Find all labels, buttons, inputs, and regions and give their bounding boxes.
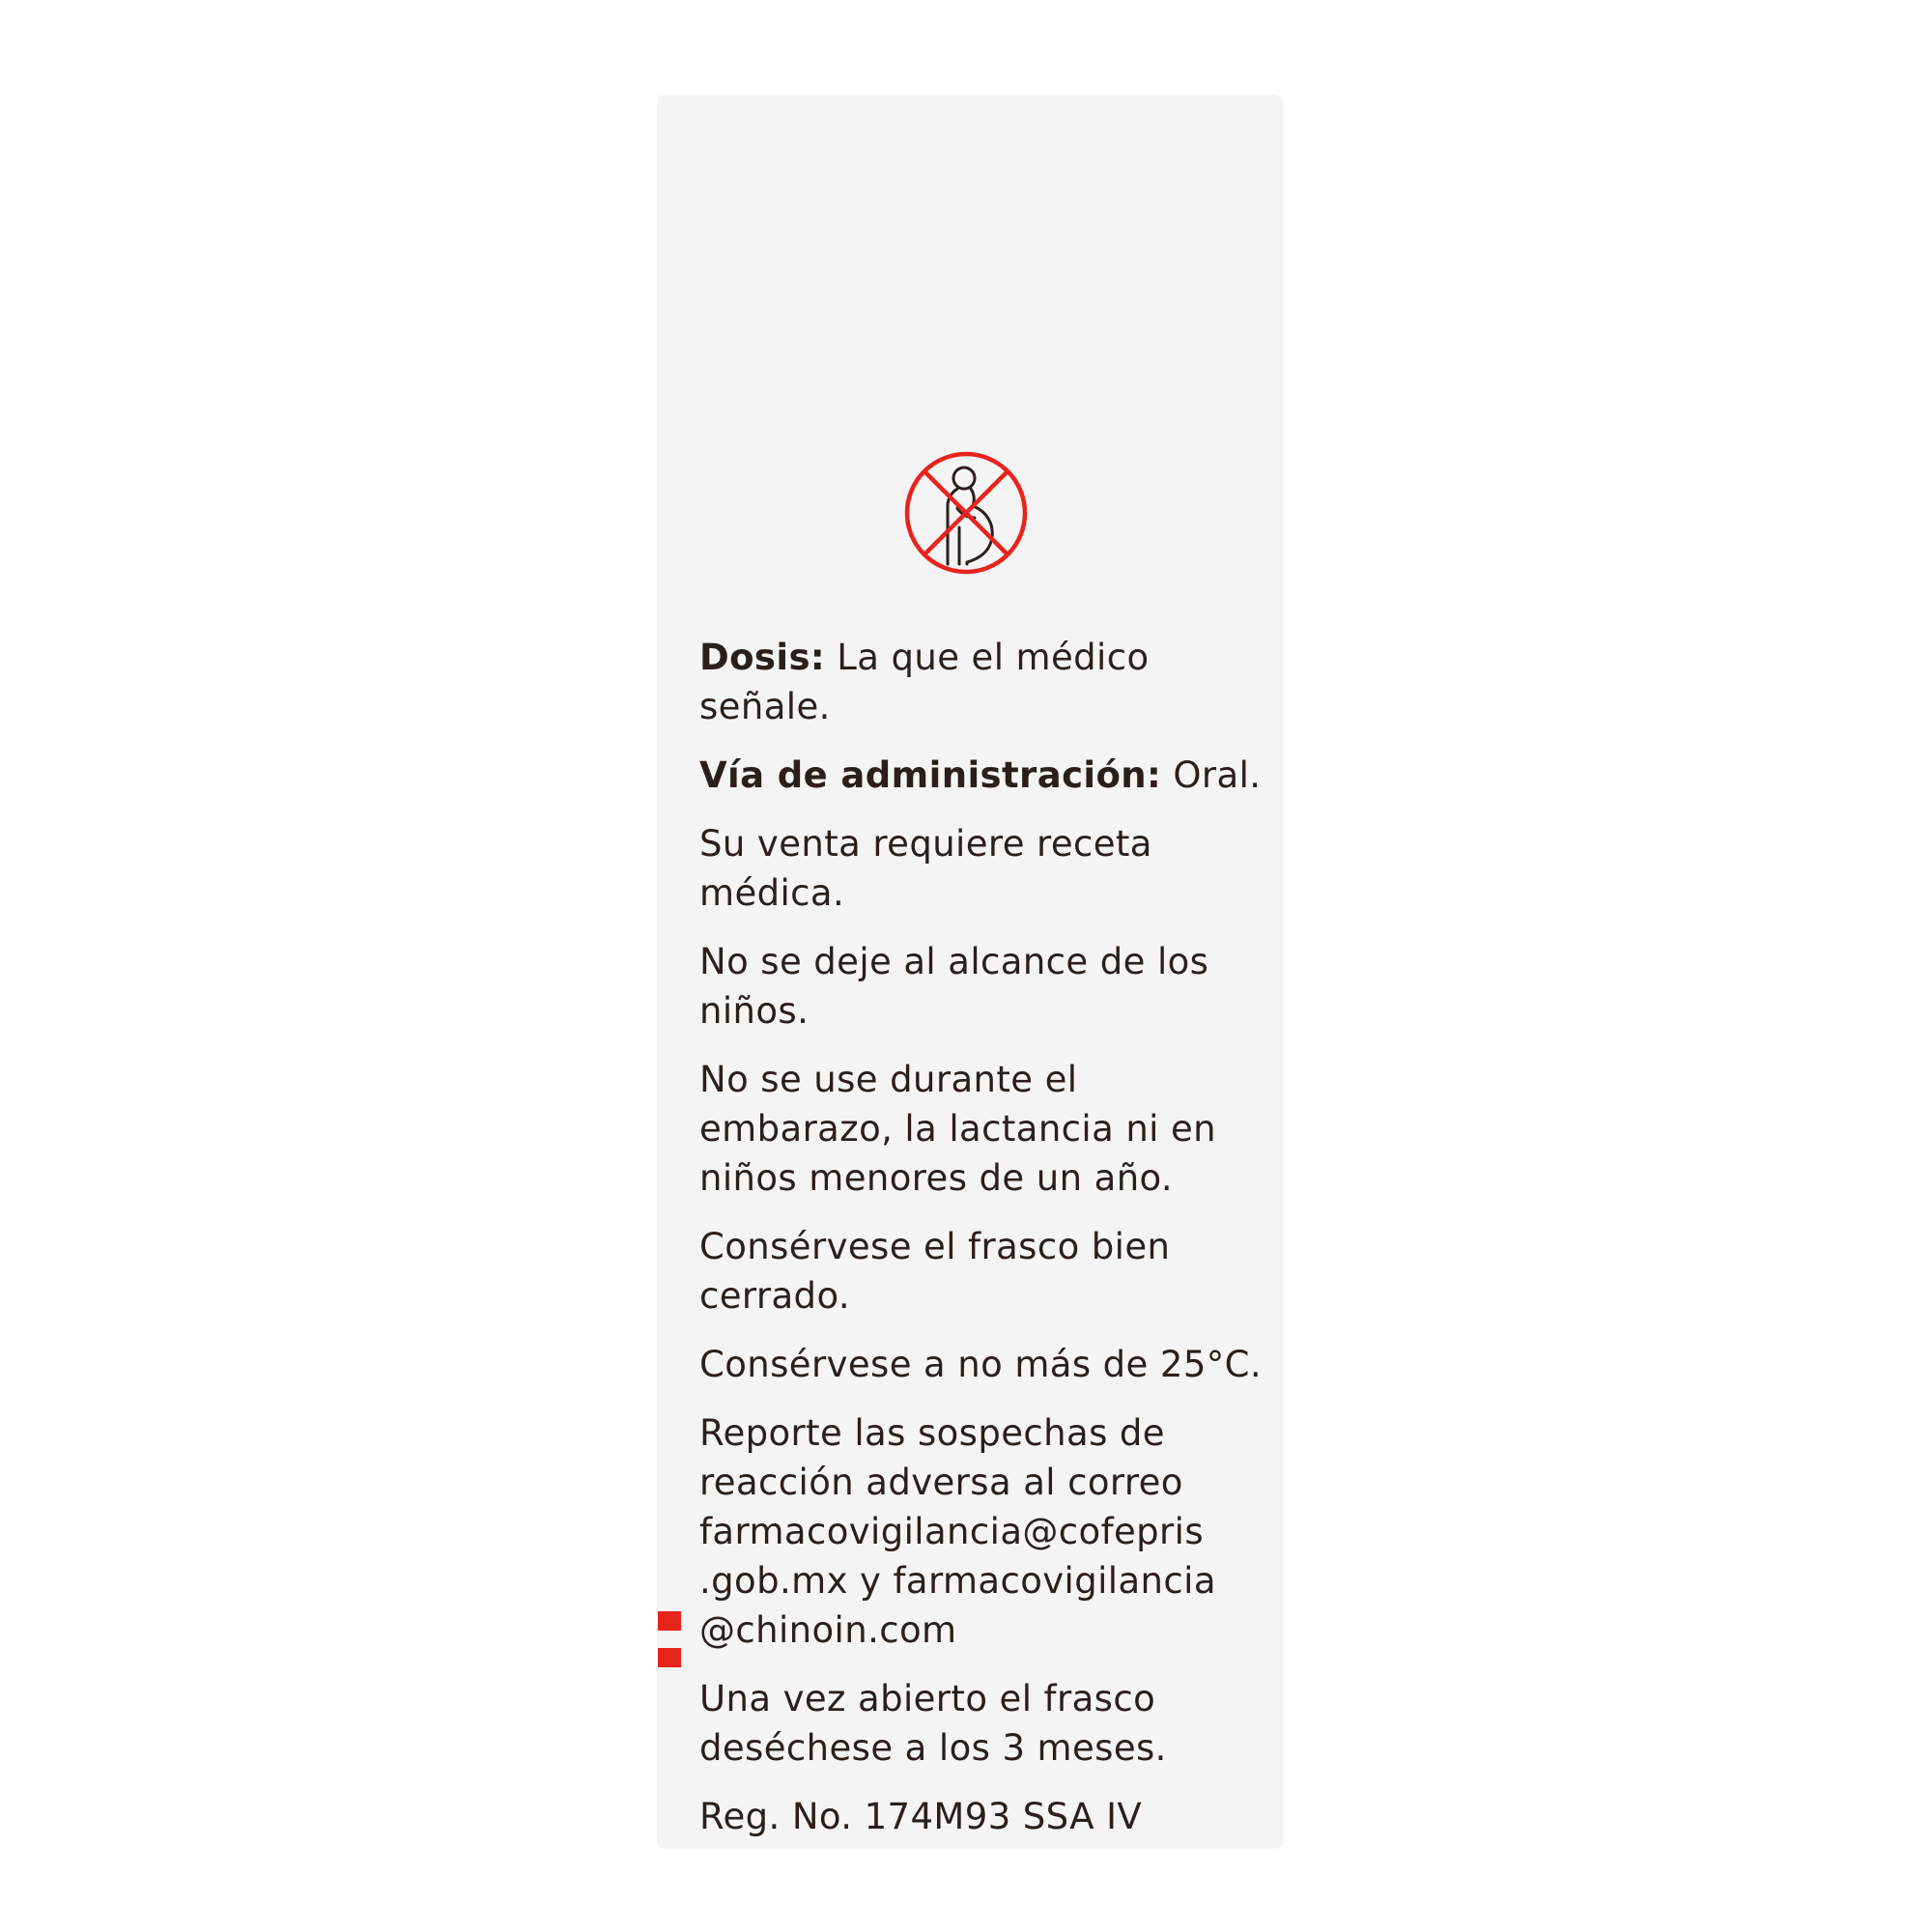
red-marker-top: [658, 1611, 681, 1631]
embarazo-warning: No se use durante el embarazo, la lactancia ni en niños menores de un año.: [699, 1059, 1217, 1199]
dosis-value: La que el médico señale.: [699, 637, 1150, 727]
via-label: Vía de administración:: [699, 754, 1162, 796]
via-value: Oral.: [1161, 754, 1262, 796]
reporte-text: Reporte las sospechas de reacción adversa al correo farmacovigilancia@cofepris .gob.mx y farmacovigilancia @chinoin.com: [699, 1412, 1216, 1651]
dosis-label: Dosis:: [699, 637, 826, 678]
frasco-cerrado-text: Consérvese el frasco bien cerrado.: [699, 1226, 1171, 1317]
label-text: [699, 633, 1279, 1861]
ninos-warning: No se deje al alcance de los niños.: [699, 941, 1209, 1032]
receta-text: Su venta requiere receta médica.: [699, 823, 1152, 914]
via-line: [699, 751, 1279, 800]
red-marker-bottom: [658, 1648, 681, 1667]
desechese-text: Una vez abierto el frasco deséchese a los 3 meses.: [699, 1678, 1167, 1769]
temperatura-text: Consérvese a no más de 25°C.: [699, 1344, 1263, 1385]
no-pregnancy-icon: [903, 450, 1029, 576]
registro-text: Reg. No. 174M93 SSA IV: [699, 1796, 1143, 1837]
dosis-line: [699, 633, 1279, 731]
